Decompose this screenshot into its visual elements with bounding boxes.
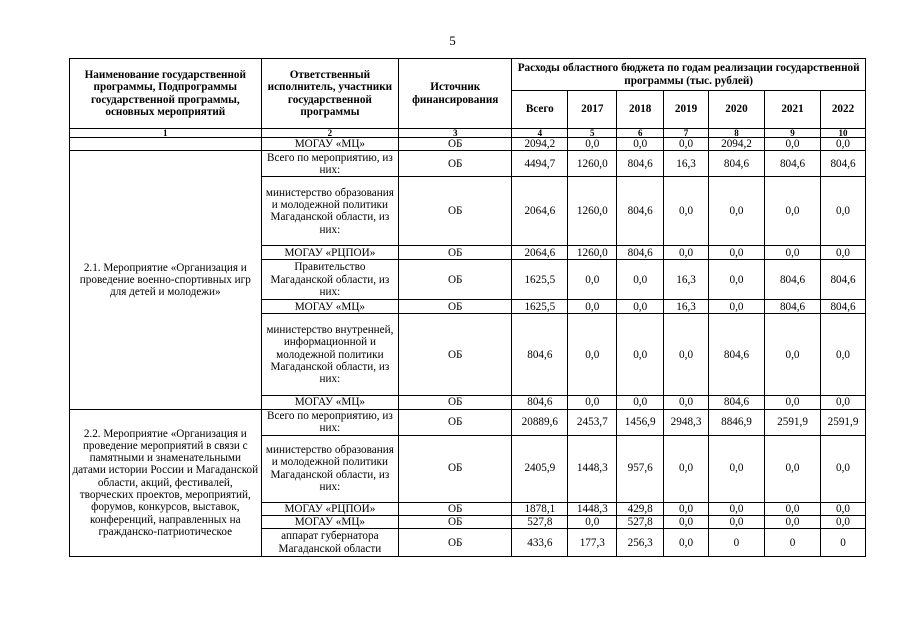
header-year: 2022 bbox=[821, 91, 866, 129]
header-expenses: Расходы областного бюджета по годам реализации государственной программы (тыс. рублей) bbox=[512, 59, 866, 91]
column-number-row bbox=[70, 129, 866, 138]
value-cell: 804,6 bbox=[765, 300, 821, 314]
header-year: 2020 bbox=[708, 91, 764, 129]
table-row bbox=[70, 138, 866, 151]
value-cell: 804,6 bbox=[765, 260, 821, 300]
column-number: 4 bbox=[512, 129, 568, 138]
value-cell: 804,6 bbox=[821, 300, 866, 314]
value-cell: 2591,9 bbox=[765, 409, 821, 435]
value-cell: 804,6 bbox=[708, 396, 764, 409]
executor-cell: МОГАУ «МЦ» bbox=[261, 300, 399, 314]
executor-cell: Всего по мероприятию, из них: bbox=[261, 409, 399, 435]
column-number: 10 bbox=[821, 129, 866, 138]
source-cell: ОБ bbox=[399, 138, 512, 151]
column-number: 5 bbox=[568, 129, 617, 138]
value-cell: 0,0 bbox=[821, 314, 866, 396]
source-cell: ОБ bbox=[399, 502, 512, 515]
value-cell: 0,0 bbox=[765, 138, 821, 151]
value-cell: 0,0 bbox=[568, 300, 617, 314]
value-cell: 20889,6 bbox=[512, 409, 568, 435]
activity-2-1: 2.1. Мероприятие «Организация и проведение военно-спортивных игр для детей и молодежи» bbox=[70, 151, 262, 409]
value-cell: 16,3 bbox=[664, 151, 709, 177]
value-cell: 0,0 bbox=[821, 435, 866, 502]
value-cell: 1625,5 bbox=[512, 300, 568, 314]
activity-2-2: 2.2. Мероприятие «Организация и проведение мероприятий в связи с памятными и знаменательными датами истории России и Магаданской области, акций, фестивалей, творческих проектов, мероприятий, форумов, конкурсов, выставок, конференций, направленных на гражданско-патриотическое bbox=[70, 409, 262, 557]
value-cell: 957,6 bbox=[617, 435, 664, 502]
value-cell: 527,8 bbox=[617, 515, 664, 528]
value-cell: 0,0 bbox=[821, 246, 866, 260]
value-cell: 0,0 bbox=[568, 138, 617, 151]
value-cell: 0,0 bbox=[617, 260, 664, 300]
executor-cell: Правительство Магаданской области, из них: bbox=[261, 260, 399, 300]
value-cell: 0,0 bbox=[765, 314, 821, 396]
executor-cell: МОГАУ «РЦПОИ» bbox=[261, 502, 399, 515]
value-cell: 0,0 bbox=[708, 502, 764, 515]
value-cell: 0,0 bbox=[664, 246, 709, 260]
value-cell: 433,6 bbox=[512, 529, 568, 557]
value-cell: 804,6 bbox=[708, 314, 764, 396]
value-cell: 0,0 bbox=[821, 502, 866, 515]
value-cell: 2094,2 bbox=[512, 138, 568, 151]
column-number: 8 bbox=[708, 129, 764, 138]
value-cell: 0 bbox=[765, 529, 821, 557]
value-cell: 2405,9 bbox=[512, 435, 568, 502]
value-cell: 0,0 bbox=[821, 177, 866, 246]
executor-cell: МОГАУ «МЦ» bbox=[261, 396, 399, 409]
header-year: 2018 bbox=[617, 91, 664, 129]
executor-cell: министерство образования и молодежной политики Магаданской области, из них: bbox=[261, 177, 399, 246]
value-cell: 0,0 bbox=[821, 515, 866, 528]
value-cell: 804,6 bbox=[821, 151, 866, 177]
source-cell: ОБ bbox=[399, 529, 512, 557]
executor-cell: МОГАУ «МЦ» bbox=[261, 138, 399, 151]
value-cell: 804,6 bbox=[512, 396, 568, 409]
value-cell: 0,0 bbox=[708, 260, 764, 300]
source-cell: ОБ bbox=[399, 177, 512, 246]
header-source: Источник финансирования bbox=[399, 59, 512, 129]
source-cell: ОБ bbox=[399, 260, 512, 300]
value-cell: 2064,6 bbox=[512, 177, 568, 246]
value-cell: 0,0 bbox=[664, 435, 709, 502]
executor-cell: министерство образования и молодежной политики Магаданской области, из них: bbox=[261, 435, 399, 502]
value-cell: 0,0 bbox=[708, 177, 764, 246]
page-number: 5 bbox=[449, 33, 456, 48]
value-cell: 804,6 bbox=[617, 151, 664, 177]
value-cell: 0,0 bbox=[664, 515, 709, 528]
value-cell: 4494,7 bbox=[512, 151, 568, 177]
source-cell: ОБ bbox=[399, 300, 512, 314]
source-cell: ОБ bbox=[399, 314, 512, 396]
value-cell: 804,6 bbox=[708, 151, 764, 177]
value-cell: 0,0 bbox=[765, 177, 821, 246]
value-cell: 2094,2 bbox=[708, 138, 764, 151]
value-cell: 2453,7 bbox=[568, 409, 617, 435]
value-cell: 0,0 bbox=[568, 515, 617, 528]
value-cell: 2591,9 bbox=[821, 409, 866, 435]
value-cell: 1625,5 bbox=[512, 260, 568, 300]
value-cell: 1260,0 bbox=[568, 151, 617, 177]
value-cell: 804,6 bbox=[821, 260, 866, 300]
value-cell: 0,0 bbox=[617, 314, 664, 396]
value-cell: 0,0 bbox=[708, 246, 764, 260]
header-year: Всего bbox=[512, 91, 568, 129]
source-cell: ОБ bbox=[399, 396, 512, 409]
value-cell: 0,0 bbox=[617, 300, 664, 314]
value-cell: 0,0 bbox=[664, 396, 709, 409]
value-cell: 804,6 bbox=[765, 151, 821, 177]
source-cell: ОБ bbox=[399, 435, 512, 502]
value-cell: 0,0 bbox=[568, 314, 617, 396]
value-cell: 804,6 bbox=[617, 246, 664, 260]
source-cell: ОБ bbox=[399, 246, 512, 260]
executor-cell: министерство внутренней, информационной и молодежной политики Магаданской области, из них: bbox=[261, 314, 399, 396]
table-row bbox=[70, 151, 866, 177]
header-year: 2017 bbox=[568, 91, 617, 129]
value-cell: 429,8 bbox=[617, 502, 664, 515]
value-cell: 0,0 bbox=[821, 138, 866, 151]
source-cell: ОБ bbox=[399, 409, 512, 435]
value-cell: 0,0 bbox=[708, 300, 764, 314]
header-year: 2019 bbox=[664, 91, 709, 129]
value-cell: 0,0 bbox=[568, 260, 617, 300]
activity-cell-empty bbox=[70, 138, 262, 151]
value-cell: 527,8 bbox=[512, 515, 568, 528]
value-cell: 16,3 bbox=[664, 300, 709, 314]
value-cell: 0,0 bbox=[765, 396, 821, 409]
value-cell: 0,0 bbox=[708, 515, 764, 528]
value-cell: 1448,3 bbox=[568, 435, 617, 502]
value-cell: 1448,3 bbox=[568, 502, 617, 515]
column-number: 3 bbox=[399, 129, 512, 138]
source-cell: ОБ bbox=[399, 515, 512, 528]
value-cell: 0,0 bbox=[617, 396, 664, 409]
column-number: 2 bbox=[261, 129, 399, 138]
budget-table bbox=[69, 58, 866, 557]
value-cell: 804,6 bbox=[512, 314, 568, 396]
value-cell: 1260,0 bbox=[568, 246, 617, 260]
value-cell: 0,0 bbox=[821, 396, 866, 409]
value-cell: 0,0 bbox=[765, 502, 821, 515]
value-cell: 0,0 bbox=[664, 177, 709, 246]
value-cell: 0,0 bbox=[664, 138, 709, 151]
column-number: 7 bbox=[664, 129, 709, 138]
header-year: 2021 bbox=[765, 91, 821, 129]
column-number: 6 bbox=[617, 129, 664, 138]
value-cell: 0,0 bbox=[765, 435, 821, 502]
value-cell: 0,0 bbox=[765, 515, 821, 528]
value-cell: 1456,9 bbox=[617, 409, 664, 435]
value-cell: 2948,3 bbox=[664, 409, 709, 435]
value-cell: 0,0 bbox=[664, 529, 709, 557]
value-cell: 0 bbox=[821, 529, 866, 557]
executor-cell: МОГАУ «РЦПОИ» bbox=[261, 246, 399, 260]
value-cell: 256,3 bbox=[617, 529, 664, 557]
executor-cell: Всего по мероприятию, из них: bbox=[261, 151, 399, 177]
value-cell: 0 bbox=[708, 529, 764, 557]
value-cell: 2064,6 bbox=[512, 246, 568, 260]
value-cell: 8846,9 bbox=[708, 409, 764, 435]
value-cell: 0,0 bbox=[664, 314, 709, 396]
header-name: Наименование государственной программы, Подпрограммы государственной программы, основных мероприятий bbox=[70, 59, 262, 129]
value-cell: 0,0 bbox=[568, 396, 617, 409]
header-executor: Ответственный исполнитель, участники государственной программы bbox=[261, 59, 399, 129]
value-cell: 177,3 bbox=[568, 529, 617, 557]
value-cell: 1878,1 bbox=[512, 502, 568, 515]
column-number: 9 bbox=[765, 129, 821, 138]
table-row bbox=[70, 409, 866, 435]
value-cell: 1260,0 bbox=[568, 177, 617, 246]
executor-cell: МОГАУ «МЦ» bbox=[261, 515, 399, 528]
value-cell: 804,6 bbox=[617, 177, 664, 246]
source-cell: ОБ bbox=[399, 151, 512, 177]
value-cell: 0,0 bbox=[664, 502, 709, 515]
value-cell: 0,0 bbox=[765, 246, 821, 260]
column-number: 1 bbox=[70, 129, 262, 138]
value-cell: 0,0 bbox=[708, 435, 764, 502]
value-cell: 16,3 bbox=[664, 260, 709, 300]
value-cell: 0,0 bbox=[617, 138, 664, 151]
executor-cell: аппарат губернатора Магаданской области bbox=[261, 529, 399, 557]
